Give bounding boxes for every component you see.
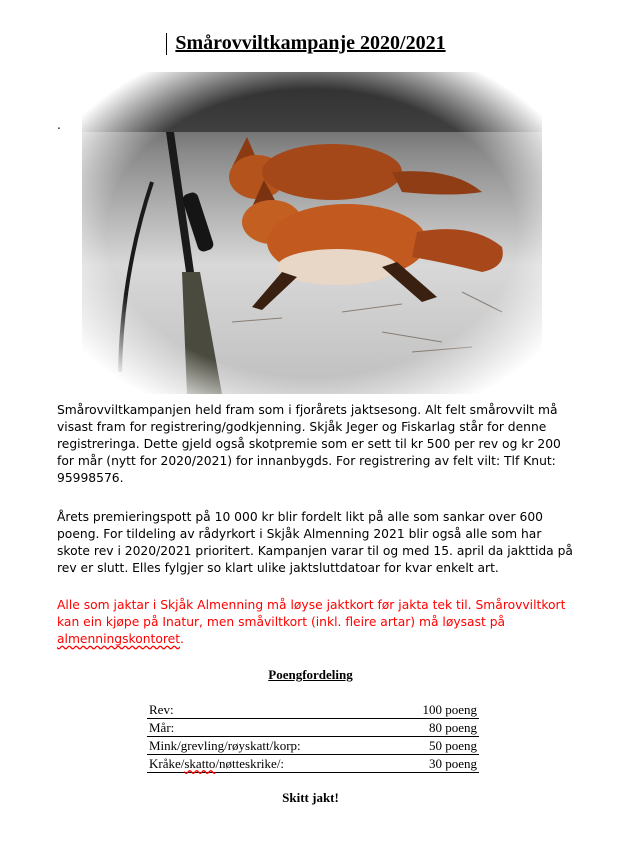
table-row bbox=[147, 755, 479, 773]
page-title: Smårovviltkampanje 2020/2021 bbox=[175, 32, 446, 54]
warning-text: Alle som jaktar i Skjåk Almenning må løyse jaktkort før jakta tek til. Smårovviltkort kan ein kjøpe på Inatur, men småviltkort (inkl. fleire artar) må løysast på bbox=[57, 598, 566, 629]
paragraph-prize: Årets premieringspott på 10 000 kr blir fordelt likt på alle som sankar over 600 poeng. For tildeling av rådyrkort i Skjåk Almenning 2021 blir også alle som har skote rev i 2020/2021 prioritert. Kampanjen varar til og med 15. april da jakttida på rev er slutt. Elles fylgjer so klart ulike jaktsluttdatoar for kvar enkelt art. bbox=[57, 510, 573, 575]
table-row bbox=[147, 737, 479, 755]
warning-end: . bbox=[180, 632, 184, 646]
row-species: Kråke/skatto/nøtteskrike/: bbox=[149, 756, 285, 771]
stray-mark: . bbox=[57, 118, 61, 132]
row-points: 80 poeng bbox=[428, 720, 477, 735]
row-points: 50 poeng bbox=[428, 738, 477, 753]
points-table bbox=[147, 701, 479, 773]
row-species: Rev: bbox=[149, 702, 174, 717]
paragraph-warning bbox=[57, 597, 577, 648]
row-points: 100 poeng bbox=[422, 702, 477, 717]
closing-text: Skitt jakt! bbox=[282, 790, 339, 805]
misspelled-word: skatto bbox=[184, 756, 216, 771]
row-points: 30 poeng bbox=[428, 756, 477, 771]
fox-photo-icon bbox=[82, 72, 542, 394]
warning-office-word: almenningskontoret bbox=[57, 632, 181, 646]
table-row bbox=[147, 719, 479, 737]
text-cursor bbox=[166, 33, 167, 55]
row-species: Mink/grevling/røyskatt/korp: bbox=[149, 738, 301, 753]
table-row bbox=[147, 701, 479, 719]
paragraph-intro: Smårovviltkampanjen held fram som i fjorårets jaktsesong. Alt felt smårovvilt må visast fram for registrering/godkjenning. Skjåk Jeger og Fiskarlag står for denne registreringa. Dette gjeld også skotpremie som er sett til kr 500 per rev og kr 200 for mår (nytt for 2020/2021) for innanbygds. For registrering av felt vilt: Tlf Knut: 95998576. bbox=[57, 403, 561, 485]
points-heading: Poengfordeling bbox=[268, 667, 353, 682]
row-species: Mår: bbox=[149, 720, 175, 735]
